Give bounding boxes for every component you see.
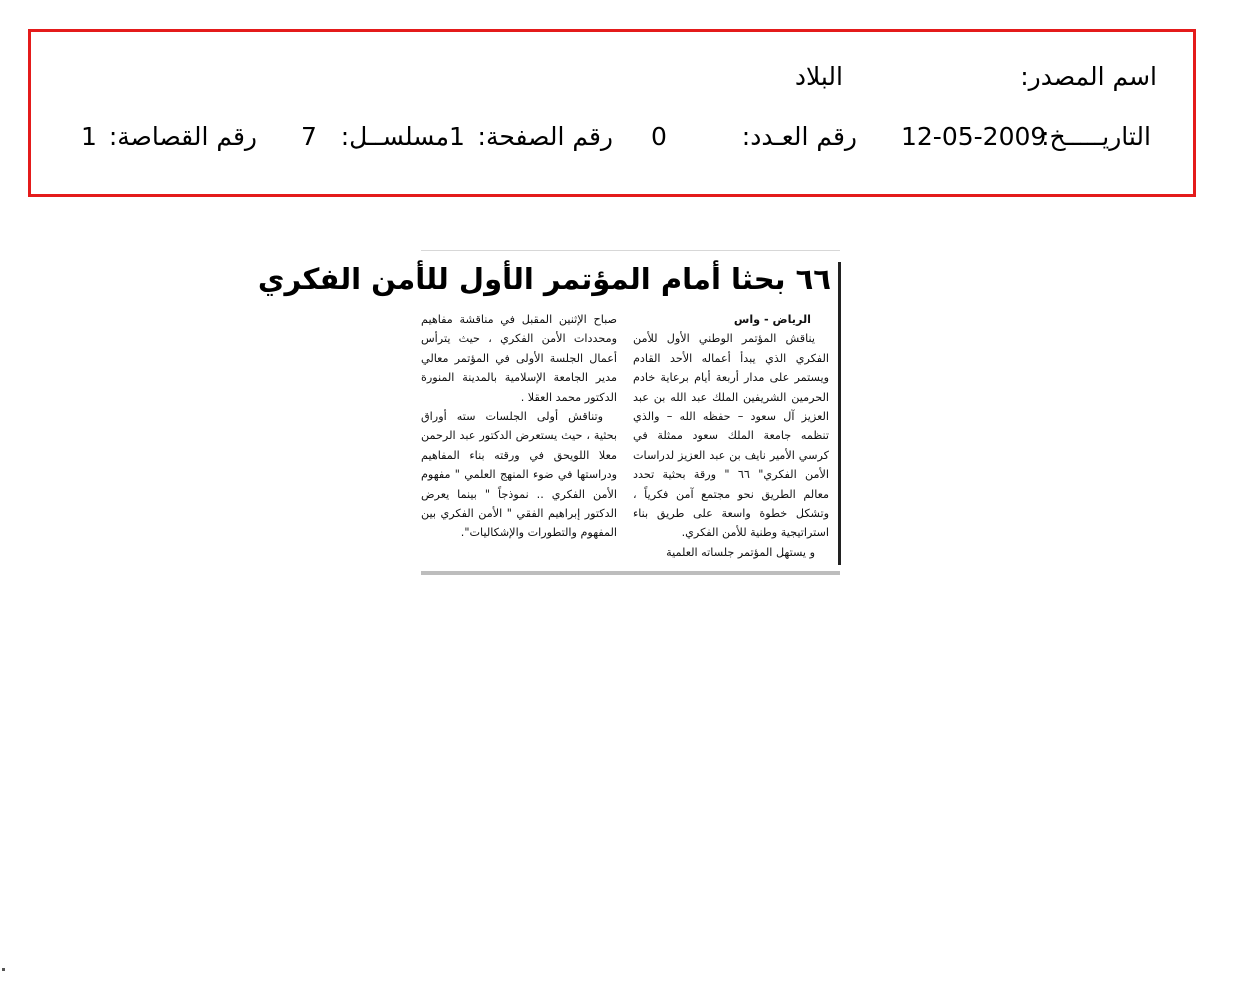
clipping-side-rule	[838, 262, 841, 565]
serial-value: 7	[301, 122, 317, 151]
article-left-paragraph-1: صباح الإثنين المقبل في مناقشة مفاهيم ومحددات الأمن الفكري ، حيث يترأس أعمال الجلسة الأولى في المؤتمر معالي مدير الجامعة الإسلامية بالمدينة المنورة الدكتور محمد العقلا .	[421, 313, 617, 404]
scan-speck	[2, 968, 5, 971]
clip-number-label: رقم القصاصة:	[108, 122, 257, 151]
serial-label: مسلســل:	[340, 122, 449, 151]
article-headline: ٦٦ بحثا أمام المؤتمر الأول للأمن الفكري	[257, 262, 831, 296]
article-right-tail: و يستهل المؤتمر جلساته العلمية	[666, 545, 815, 559]
article-dateline: الرياض - واس	[733, 313, 811, 326]
article-column-left	[421, 310, 617, 543]
clipping-top-edge	[421, 250, 840, 251]
article-left-paragraph-2: وتناقش أولى الجلسات سته أوراق بحثية ، حيث يستعرض الدكتور عبد الرحمن معلا اللويحق في ورقته بناء المفاهيم ودراستها في ضوء المنهج العلمي " مفهوم الأمن الفكري .. نموذجاً " بينما يعرض الدكتور إبراهيم الفقي " الأمن الفكري بين المفهوم والتطورات والإشكاليات".	[421, 410, 617, 540]
source-value: البلاد	[794, 62, 843, 91]
clipping-bottom-edge	[421, 571, 840, 575]
clip-number-value: 1	[81, 122, 97, 151]
page-value: 1	[449, 122, 465, 151]
issue-value: 0	[651, 122, 667, 151]
article-column-right	[633, 310, 829, 562]
newspaper-clipping	[257, 250, 840, 575]
source-label: اسم المصدر:	[1020, 62, 1157, 91]
issue-label: رقم العـدد:	[741, 122, 857, 151]
page-label: رقم الصفحة:	[477, 122, 613, 151]
date-label: التاريـــــخ:	[1041, 122, 1151, 151]
article-right-text: يناقش المؤتمر الوطني الأول للأمن الفكري الذي يبدأ أعماله الأحد القادم ويستمر على مدار أربعة أيام برعاية خادم الحرمين الشريفين الملك عبد الله بن عبد العزيز آل سعود – حفظه الله – والذي تنظمه جامعة الملك سعود ممثلة في كرسي الأمير نايف بن عبد العزيز لدراسات الأمن الفكري" ٦٦ " ورقة بحثية تحدد معالم الطريق نحو مجتمع آمن فكرياً ، وتشكل خطوة واسعة على طريق بناء استراتيجية وطنية للأمن الفكري.	[633, 332, 830, 540]
source-metadata-box	[28, 29, 1196, 197]
date-value: 12-05-2009	[901, 122, 1047, 151]
